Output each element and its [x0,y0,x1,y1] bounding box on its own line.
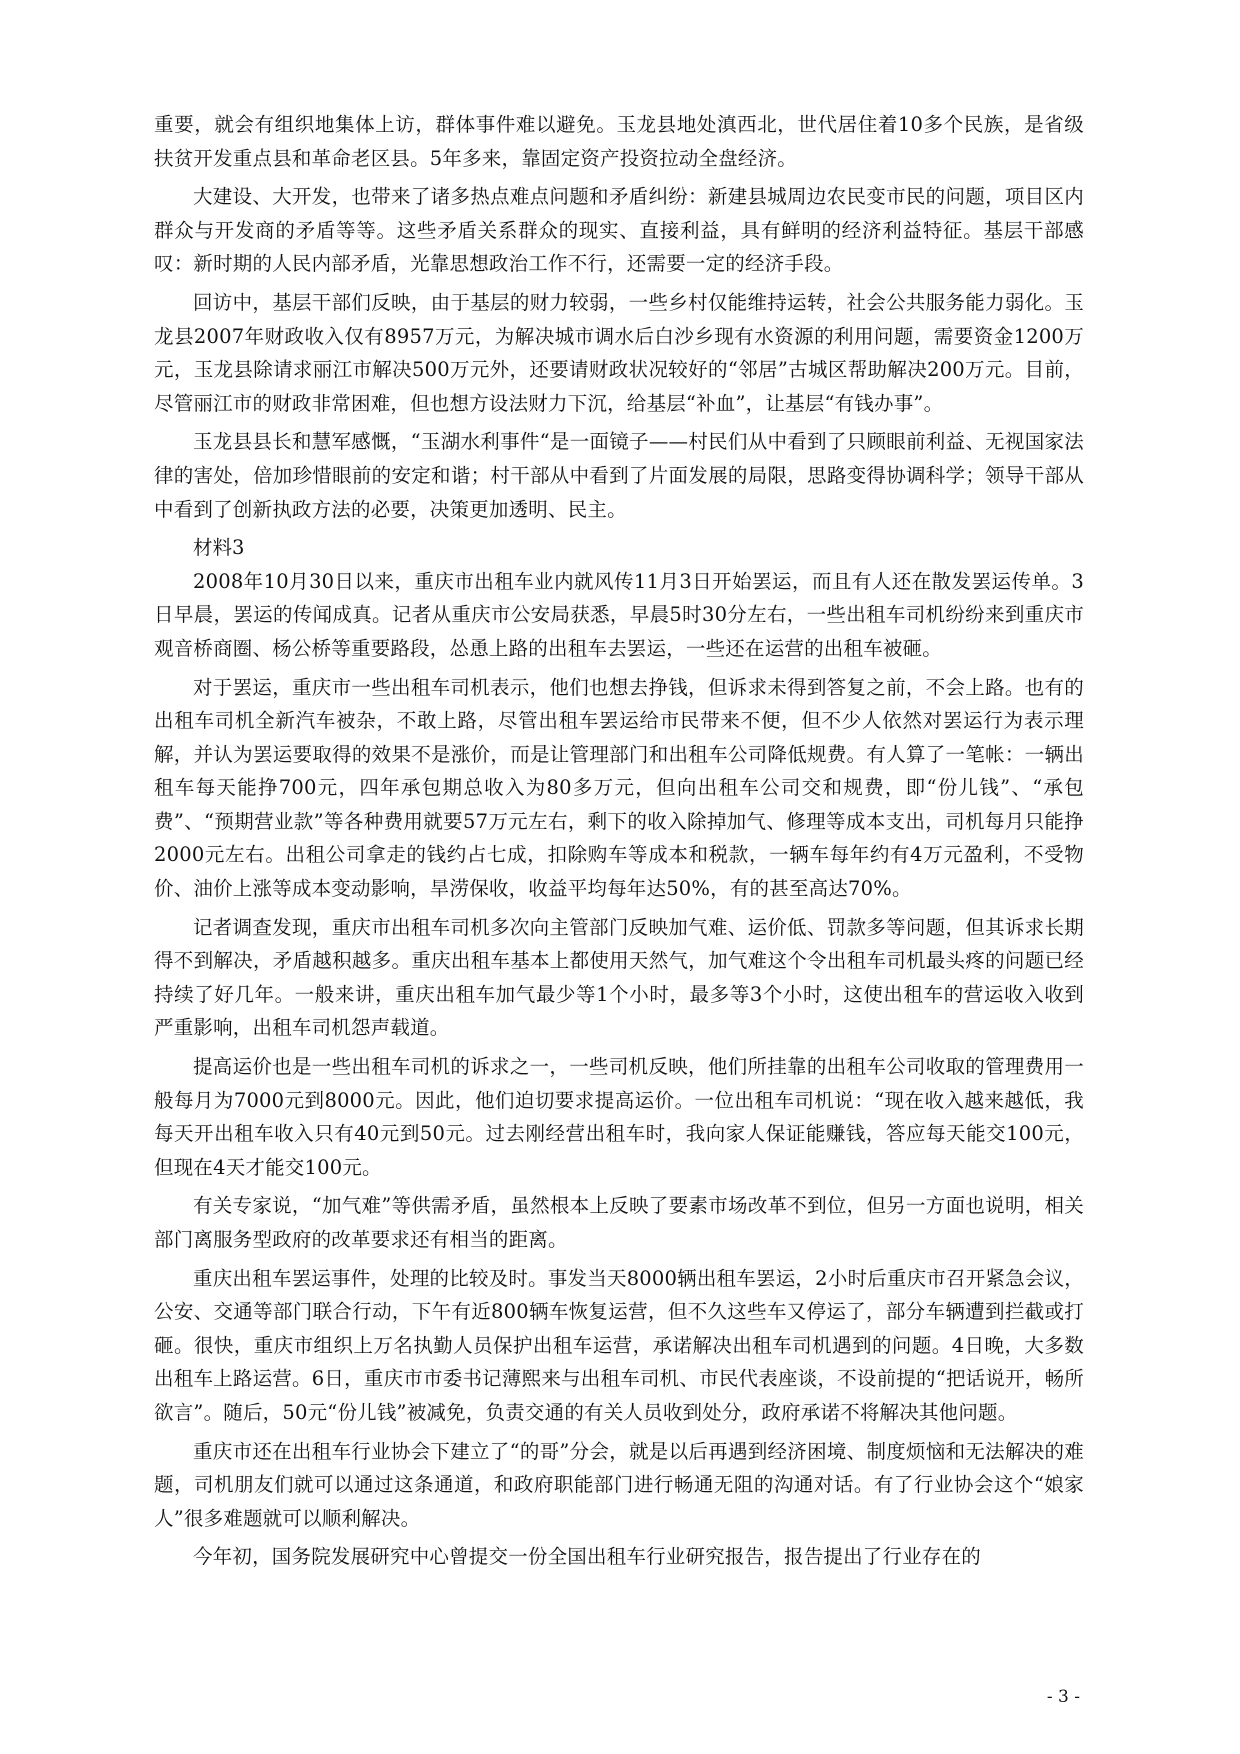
paragraph: 重庆市还在出租车行业协会下建立了“的哥”分会，就是以后再遇到经济困境、制度烦恼和无法解决的难题，司机朋友们就可以通过这条通道，和政府职能部门进行畅通无阻的沟通对话。有了行业协会这个“娘家人”很多难题就可以顺利解决。 [154,1439,1084,1530]
document-body [154,108,1084,1574]
paragraph: 今年初，国务院发展研究中心曾提交一份全国出租车行业研究报告，报告提出了行业存在的 [193,1545,982,1569]
page-number: - 3 - [1046,1687,1080,1707]
paragraph: 重庆出租车罢运事件，处理的比较及时。事发当天8000辆出租车罢运，2小时后重庆市召开紧急会议，公安、交通等部门联合行动，下午有近800辆车恢复运营，但不久这些车又停运了，部分车辆遭到拦截或打砸。很快，重庆市组织上万名执勤人员保护出租车运营，承诺解决出租车司机遇到的问题。4日晚，大多数出租车上路运营。6日，重庆市市委书记薄熙来与出租车司机、市民代表座谈，不设前提的“把话说开，畅所欲言”。随后，50元“份儿钱”被减免，负责交通的有关人员收到处分，政府承诺不将解决其他问题。 [154,1266,1084,1424]
paragraph: 玉龙县县长和慧军感慨，“玉湖水利事件“是一面镜子——村民们从中看到了只顾眼前利益、无视国家法律的害处，倍加珍惜眼前的安定和谐；村干部从中看到了片面发展的局限，思路变得协调科学；领导干部从中看到了创新执政方法的必要，决策更加透明、民主。 [154,430,1084,521]
paragraph: 有关专家说，“加气难”等供需矛盾，虽然根本上反映了要素市场改革不到位，但另一方面也说明，相关部门离服务型政府的改革要求还有相当的距离。 [154,1194,1084,1251]
paragraph: 提高运价也是一些出租车司机的诉求之一，一些司机反映，他们所挂靠的出租车公司收取的管理费用一般每月为7000元到8000元。因此，他们迫切要求提高运价。一位出租车司机说：“现在收入越来越低，我每天开出租车收入只有40元到50元。过去刚经营出租车时，我向家人保证能赚钱，答应每天能交100元，但现在4天才能交100元。 [154,1055,1084,1179]
paragraph: 2008年10月30日以来，重庆市出租车业内就风传11月3日开始罢运，而且有人还在散发罢运传单。3日早晨，罢运的传闻成真。记者从重庆市公安局获悉，早晨5时30分左右，一些出租车司机纷纷来到重庆市观音桥商圈、杨公桥等重要路段，怂恿上路的出租车去罢运，一些还在运营的出租车被砸。 [154,569,1084,660]
paragraph: 回访中，基层干部们反映，由于基层的财力较弱，一些乡村仅能维持运转，社会公共服务能力弱化。玉龙县2007年财政收入仅有8957万元，为解决城市调水后白沙乡现有水资源的利用问题，需要资金1200万元，玉龙县除请求丽江市解决500万元外，还要请财政状况较好的“邻居”古城区帮助解决200万元。目前，尽管丽江市的财政非常困难，但也想方设法财力下沉，给基层“补血”，让基层“有钱办事”。 [154,290,1084,415]
paragraph: 对于罢运，重庆市一些出租车司机表示，他们也想去挣钱，但诉求未得到答复之前，不会上路。也有的出租车司机全新汽车被杂，不敢上路，尽管出租车罢运给市民带来不便，但不少人依然对罢运行为表示理解，并认为罢运要取得的效果不是涨价，而是让管理部门和出租车公司降低规费。有人算了一笔帐：一辆出租车每天能挣700元，四年承包期总收入为80多万元，但向出租车公司交和规费，即“份儿钱”、“承包费”、“预期营业款”等各种费用就要57万元左右，剩下的收入除掉加气、修理等成本支出，司机每月只能挣2000元左右。出租公司拿走的钱约占七成，扣除购车等成本和税款，一辆车每年约有4万元盈利，不受物价、油价上涨等成本变动影响，旱涝保收，收益平均每年达50%，有的甚至高达70%。 [154,675,1084,901]
paragraph: 记者调查发现，重庆市出租车司机多次向主管部门反映加气难、运价低、罚款多等问题，但其诉求长期得不到解决，矛盾越积越多。重庆出租车基本上都使用天然气，加气难这个令出租车司机最头疼的问题已经持续了好几年。一般来讲，重庆出租车加气最少等1个小时，最多等3个小时，这使出租车的营运收入收到严重影响，出租车司机怨声载道。 [154,915,1084,1040]
paragraph-continuation: 重要，就会有组织地集体上访，群体事件难以避免。玉龙县地处滇西北，世代居住着10多个民族，是省级扶贫开发重点县和革命老区县。5年多来，靠固定资产投资拉动全盘经济。 [154,113,1084,170]
paragraph: 大建设、大开发，也带来了诸多热点难点问题和矛盾纠纷：新建县城周边农民变市民的问题，项目区内群众与开发商的矛盾等等。这些矛盾关系群众的现实、直接利益，具有鲜明的经济利益特征。基层干部感叹：新时期的人民内部矛盾，光靠思想政治工作不行，还需要一定的经济手段。 [154,185,1084,276]
section-label: 材料3 [193,536,245,560]
